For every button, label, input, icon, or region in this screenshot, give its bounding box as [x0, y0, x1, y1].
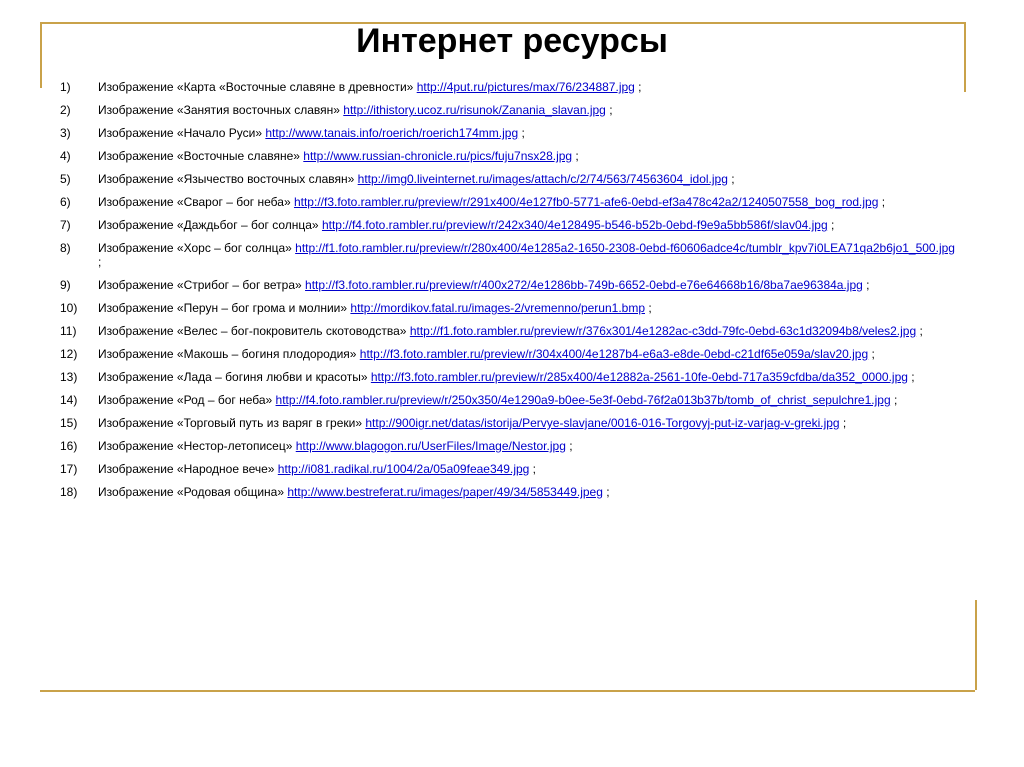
list-item: [60, 172, 960, 186]
item-label: Изображение «Восточные славяне»: [98, 149, 300, 163]
item-number: 1): [60, 80, 71, 94]
item-separator: ;: [878, 195, 886, 209]
item-separator: ;: [862, 278, 870, 292]
item-label: Изображение «Торговый путь из варяг в греки»: [98, 416, 363, 430]
item-separator: ;: [907, 370, 915, 384]
list-item: [60, 439, 960, 453]
list-item: [60, 301, 960, 315]
resource-link[interactable]: http://img0.liveinternet.ru/images/attach/c/2/74/563/74563604_idol.jpg: [357, 172, 728, 186]
item-label: Изображение «Макошь – богиня плодородия»: [98, 347, 357, 361]
item-label: Изображение «Народное вече»: [98, 462, 275, 476]
list-item: [60, 324, 960, 338]
resource-link[interactable]: http://i081.radikal.ru/1004/2a/05a09feae349.jpg: [277, 462, 530, 476]
resource-link[interactable]: http://f3.foto.rambler.ru/preview/r/304x400/4e1287b4-e6a3-e8de-0ebd-c21df65e059a/slav20.jpg: [359, 347, 869, 361]
resource-link[interactable]: http://f3.foto.rambler.ru/preview/r/400x272/4e1286bb-749b-6652-0ebd-e76e64668b16/8ba7ae96384a.jpg: [305, 278, 863, 292]
item-separator: ;: [827, 218, 835, 232]
item-separator: ;: [890, 393, 898, 407]
list-item: [60, 416, 960, 430]
resource-link[interactable]: http://900igr.net/datas/istorija/Pervye-slavjane/0016-016-Torgovyj-put-iz-varjag-v-greki.jpg: [365, 416, 840, 430]
item-number: 13): [60, 370, 78, 384]
resource-link[interactable]: http://f4.foto.rambler.ru/preview/r/242x340/4e128495-b546-b52b-0ebd-f9e9a5bb586f/slav04.jpg: [321, 218, 828, 232]
list-item: [60, 278, 960, 292]
resource-link[interactable]: http://www.tanais.info/roerich/roerich174mm.jpg: [265, 126, 519, 140]
item-number: 5): [60, 172, 71, 186]
resource-link[interactable]: http://mordikov.fatal.ru/images-2/vremenno/perun1.bmp: [350, 301, 645, 315]
item-label: Изображение «Перун – бог грома и молнии»: [98, 301, 348, 315]
resource-link[interactable]: http://www.russian-chronicle.ru/pics/fuju7nsx28.jpg: [303, 149, 573, 163]
frame-line-bottom: [40, 690, 975, 692]
resource-link[interactable]: http://f1.foto.rambler.ru/preview/r/280x400/4e1285a2-1650-2308-0ebd-f60606adce4c/tumblr_kpv7i0LEA71qa2b6jo1_500.jpg: [295, 241, 955, 255]
item-separator: ;: [98, 255, 102, 269]
item-label: Изображение «Род – бог неба»: [98, 393, 273, 407]
item-number: 6): [60, 195, 71, 209]
list-item: [60, 126, 960, 140]
list-item: [60, 103, 960, 117]
resource-link[interactable]: http://f4.foto.rambler.ru/preview/r/250x350/4e1290a9-b0ee-5e3f-0ebd-76f2a013b37b/tomb_of_christ_sepulchre1.jpg: [275, 393, 891, 407]
resource-link[interactable]: http://4put.ru/pictures/max/76/234887.jpg: [416, 80, 635, 94]
item-label: Изображение «Сварог – бог неба»: [98, 195, 291, 209]
item-label: Изображение «Хорс – бог солнца»: [98, 241, 292, 255]
item-number: 2): [60, 103, 71, 117]
item-label: Изображение «Лада – богиня любви и красоты»: [98, 370, 368, 384]
list-item: [60, 195, 960, 209]
item-number: 11): [60, 324, 77, 338]
item-label: Изображение «Родовая община»: [98, 485, 285, 499]
item-number: 14): [60, 393, 78, 407]
item-number: 18): [60, 485, 78, 499]
item-separator: ;: [645, 301, 652, 315]
item-separator: ;: [839, 416, 847, 430]
item-separator: ;: [529, 462, 536, 476]
resource-link[interactable]: http://www.bestreferat.ru/images/paper/49/34/5853449.jpeg: [287, 485, 603, 499]
resource-link[interactable]: http://ithistory.ucoz.ru/risunok/Zanania_slavan.jpg: [343, 103, 606, 117]
item-label: Изображение «Нестор-летописец»: [98, 439, 293, 453]
list-item: [60, 370, 960, 384]
list-item: [60, 241, 960, 269]
list-item: [60, 149, 960, 163]
item-separator: ;: [602, 485, 610, 499]
list-item: [60, 485, 960, 499]
item-number: 8): [60, 241, 71, 255]
item-label: Изображение «Начало Руси»: [98, 126, 262, 140]
resource-list: [60, 80, 960, 508]
item-number: 16): [60, 439, 78, 453]
item-number: 12): [60, 347, 78, 361]
list-item: [60, 347, 960, 361]
item-separator: ;: [916, 324, 923, 338]
item-separator: ;: [727, 172, 735, 186]
resource-link[interactable]: http://f3.foto.rambler.ru/preview/r/285x400/4e12882a-2561-10fe-0ebd-717a359cfdba/da352_0000.jpg: [370, 370, 908, 384]
item-number: 17): [60, 462, 78, 476]
frame-line-right-lower: [975, 600, 977, 690]
resource-link[interactable]: http://www.blagogon.ru/UserFiles/Image/Nestor.jpg: [295, 439, 566, 453]
item-separator: ;: [868, 347, 875, 361]
item-separator: ;: [634, 80, 642, 94]
item-label: Изображение «Велес – бог-покровитель скотоводства»: [98, 324, 407, 338]
item-label: Изображение «Карта «Восточные славяне в древности»: [98, 80, 414, 94]
item-number: 9): [60, 278, 71, 292]
resource-link[interactable]: http://f1.foto.rambler.ru/preview/r/376x301/4e1282ac-c3dd-79fc-0ebd-63c1d32094b8/veles2.jpg: [409, 324, 917, 338]
item-label: Изображение «Стрибог – бог ветра»: [98, 278, 302, 292]
list-item: [60, 462, 960, 476]
item-number: 3): [60, 126, 71, 140]
item-number: 7): [60, 218, 71, 232]
list-item: [60, 80, 960, 94]
item-number: 10): [60, 301, 78, 315]
item-number: 4): [60, 149, 71, 163]
page-title: Интернет ресурсы: [356, 22, 668, 60]
item-label: Изображение «Язычество восточных славян»: [98, 172, 355, 186]
item-separator: ;: [605, 103, 613, 117]
list-item: [60, 393, 960, 407]
item-number: 15): [60, 416, 78, 430]
item-label: Изображение «Занятия восточных славян»: [98, 103, 340, 117]
item-label: Изображение «Даждьбог – бог солнца»: [98, 218, 319, 232]
resource-link[interactable]: http://f3.foto.rambler.ru/preview/r/291x400/4e127fb0-5771-afe6-0ebd-ef3a478c42a2/1240507558_bog_rod.jpg: [293, 195, 879, 209]
item-separator: ;: [518, 126, 525, 140]
item-separator: ;: [565, 439, 573, 453]
list-item: [60, 218, 960, 232]
item-separator: ;: [572, 149, 579, 163]
